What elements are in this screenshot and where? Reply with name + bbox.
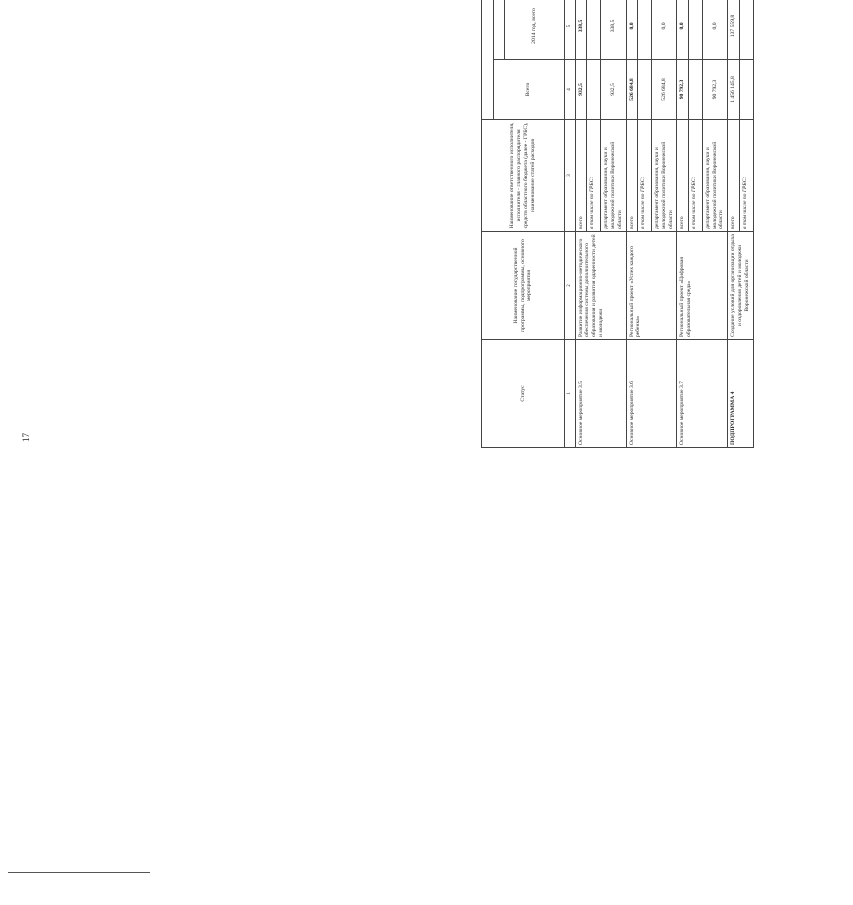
- row-year-value: 0,0: [652, 0, 677, 60]
- table-row: [677, 0, 689, 448]
- row-year-value: 338,5: [575, 0, 587, 60]
- row-total: [638, 60, 652, 120]
- row-total: 932,5: [575, 60, 587, 120]
- row-total: [739, 60, 753, 120]
- row-year-value: 0,0: [703, 0, 728, 60]
- row-year-value: [739, 0, 753, 60]
- row-total: 932,5: [601, 60, 626, 120]
- row-expense-label: в том числе по ГРБС:: [739, 120, 753, 232]
- column-index: 2: [564, 232, 575, 340]
- header-budget-group: [482, 0, 494, 120]
- table-row: [626, 0, 638, 448]
- header-year: 2014 год, всего: [504, 0, 564, 60]
- row-year-value: 338,5: [601, 0, 626, 60]
- row-total: [587, 60, 601, 120]
- row-expense-label: департамент образования, науки и молодежной политики Воронежской области: [652, 120, 677, 232]
- row-expense-label: департамент образования, науки и молодежной политики Воронежской области: [703, 120, 728, 232]
- row-name: Региональный проект «Цифровая образовательная среда»: [677, 232, 728, 340]
- table-row: [728, 0, 740, 448]
- row-name: Региональный проект «Успех каждого ребенка»: [626, 232, 677, 340]
- row-total: 1 456 145,8: [728, 60, 740, 120]
- header-executor: Наименование ответственного исполнителя, исполнителя - главного распорядителя средств областного бюджета (далее - ГРБС), наименование статей расходов: [482, 120, 565, 232]
- header-name: Наименование государственной программы, подпрограммы, основного мероприятия: [482, 232, 565, 340]
- row-total: 526 684,8: [626, 60, 638, 120]
- budget-table: [481, 0, 754, 448]
- row-status: ПОДПРОГРАММА 4: [728, 340, 754, 448]
- row-year-value: [587, 0, 601, 60]
- row-expense-label: всего: [575, 120, 587, 232]
- row-total: [689, 60, 703, 120]
- row-name: Развитие информационно-методического обеспечения системы дополнительного образования и развития одаренности детей и молодежи: [575, 232, 626, 340]
- column-index: 1: [564, 340, 575, 448]
- row-total: 526 684,8: [652, 60, 677, 120]
- column-index: 3: [564, 120, 575, 232]
- row-status: Основное мероприятие 3.6: [626, 340, 677, 448]
- row-year-value: [689, 0, 703, 60]
- header-total: Всего: [493, 60, 564, 120]
- column-index: 4: [564, 60, 575, 120]
- row-expense-label: департамент образования, науки и молодежной политики Воронежской области: [601, 120, 626, 232]
- row-total: 90 792,3: [677, 60, 689, 120]
- row-expense-label: всего: [728, 120, 740, 232]
- row-expense-label: всего: [626, 120, 638, 232]
- row-name: Создание условий для организации отдыха и оздоровления детей и молодежи Воронежской области: [728, 232, 754, 340]
- column-index: 5: [564, 0, 575, 60]
- budget-table-frame: [481, 0, 853, 448]
- row-status: Основное мероприятие 3.5: [575, 340, 626, 448]
- row-year-value: 0,0: [626, 0, 638, 60]
- row-year-value: 0,0: [677, 0, 689, 60]
- row-year-value: 137 559,8: [728, 0, 740, 60]
- header-status: Статус: [482, 340, 565, 448]
- row-expense-label: в том числе по ГРБС:: [638, 120, 652, 232]
- row-total: 90 792,3: [703, 60, 728, 120]
- table-row: [575, 0, 587, 448]
- row-year-value: [638, 0, 652, 60]
- header-years-group: [493, 0, 504, 60]
- footnote-divider: [8, 872, 150, 873]
- row-expense-label: в том числе по ГРБС:: [689, 120, 703, 232]
- row-status: Основное мероприятие 3.7: [677, 340, 728, 448]
- column-index-row: [564, 0, 575, 448]
- page-number: 17: [21, 433, 31, 442]
- row-expense-label: всего: [677, 120, 689, 232]
- row-expense-label: в том числе по ГРБС:: [587, 120, 601, 232]
